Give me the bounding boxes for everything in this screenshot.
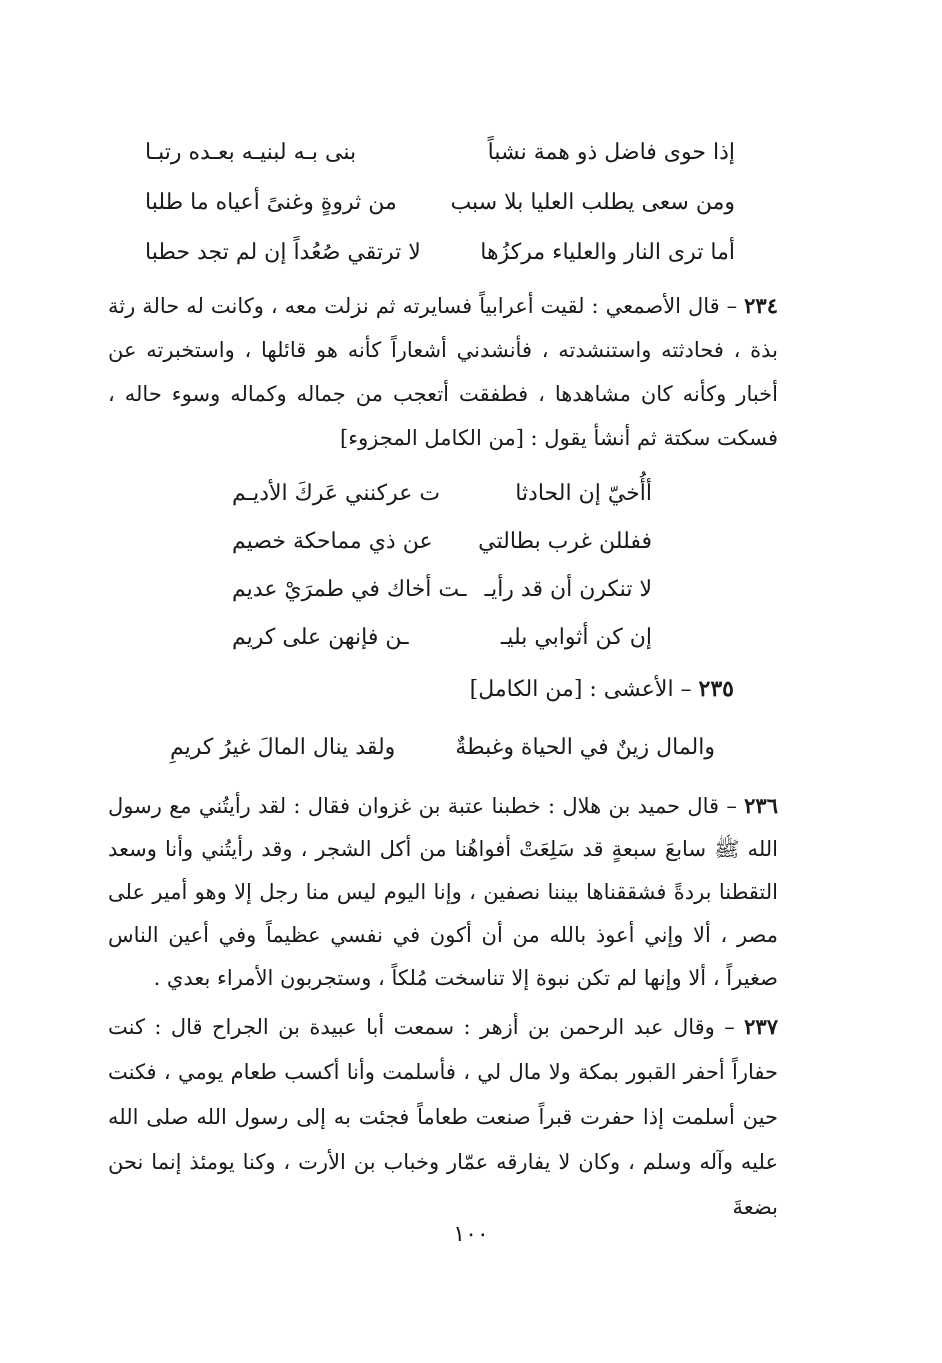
verse-line: [145, 183, 735, 223]
paragraph-237: [108, 1004, 778, 1230]
entry-number: ٢٣٥: [698, 676, 734, 702]
hemistich-first: والمال زينٌ في الحياة وغبطةٌ: [455, 735, 715, 760]
hemistich-second: بنى بـه لبنيـه بعـده رتبـا: [145, 140, 357, 165]
paragraph-234: [108, 284, 778, 460]
hemistich-first: لا تنكرن أن قد رأيـ: [484, 577, 652, 602]
hemistich-first: أما ترى النار والعلياء مركزُها: [480, 240, 735, 265]
entry-heading-235: [470, 668, 734, 710]
verse-line: [145, 133, 735, 173]
hemistich-second: ـت أخاك في طمرَيْ عديم: [232, 577, 467, 602]
verse-line: [232, 474, 652, 514]
hemistich-second: ـن فإنهن على كريم: [232, 625, 409, 650]
entry-number: ٢٣٧: [744, 1014, 778, 1039]
paragraph-236: [108, 784, 778, 1000]
heading-text: – الأعشى : [من الكامل]: [469, 677, 699, 702]
paragraph-text: – قال الأصمعي : لقيت أعرابياً فسايرته ثم نزلت معه ، وكانت له حالة رثة بذة ، فحادثته واستنشدته ، فأنشدني أشعاراً كأنه هو قائلها ، واستخبرته عن أخبار وكأنه كان مشاهدها ، فطفقت أتعجب من جماله وكماله وسوء حاله ، فسكت سكتة ثم أنشأ يقول : [من الكامل المجزوء]: [108, 294, 778, 450]
hemistich-second: ولقد ينال المالَ غيرُ كريمِ: [170, 735, 396, 760]
paragraph-text: – قال حميد بن هلال : خطبنا عتبة بن غزوان فقال : لقد رأيتُني مع رسول الله ﷺ سابعَ سبعةٍ قد سَلِعَتْ أفواهُنا من أكل الشجر ، وقد رأيتُني وأنا وسعد التقطنا بردةً فشققناها بيننا نصفين ، وإنا اليوم ليس منا رجل إلا وهو أمير على مصر ، ألا وإني أعوذ بالله من أن أكون في نفسي عظيماً وفي أعين الناس صغيراً ، ألا وإنها لم تكن نبوة إلا تناسخت مُلكاً ، وستجربون الأمراء بعدي .: [108, 794, 778, 990]
hemistich-second: لا ترتقي صُعُداً إن لم تجد حطبا: [145, 240, 421, 265]
hemistich-first: إذا حوى فاضل ذو همة نشباً: [487, 140, 735, 165]
entry-number: ٢٣٦: [744, 793, 778, 818]
hemistich-second: ت عركنني عَركَ الأديـم: [232, 481, 441, 506]
page-number: ١٠٠: [453, 1222, 489, 1247]
paragraph-text: – وقال عبد الرحمن بن أزهر : سمعت أبا عبيدة بن الجراح قال : كنت حفاراً أحفر القبور بمكة ولا مال لي ، فأسلمت وأنا أكسب طعام يومي ، فكنت حين أسلمت إذا حفرت قبراً صنعت طعاماً فجئت به إلى رسول الله صلى الله عليه وآله وسلم ، وكان لا يفارقه عمّار وخباب بن الأرت ، وكنا يومئذ إنما نحن بضعةَ: [108, 1015, 778, 1219]
hemistich-first: إن كن أثوابي بليـ: [500, 625, 652, 650]
hemistich-first: ففللن غرب بطالتي: [478, 529, 652, 554]
verse-line: [170, 728, 715, 768]
verse-line: [232, 570, 652, 610]
hemistich-first: أأُخيّ إن الحادثا: [515, 481, 652, 506]
verse-line: [232, 522, 652, 562]
verse-line: [232, 618, 652, 658]
hemistich-second: من ثروةٍ وغنىً أعياه ما طلبا: [145, 190, 397, 215]
verse-line: [145, 233, 735, 273]
hemistich-first: ومن سعى يطلب العليا بلا سبب: [450, 190, 735, 215]
hemistich-second: عن ذي مماحكة خصيم: [232, 529, 433, 554]
entry-number: ٢٣٤: [744, 293, 778, 318]
